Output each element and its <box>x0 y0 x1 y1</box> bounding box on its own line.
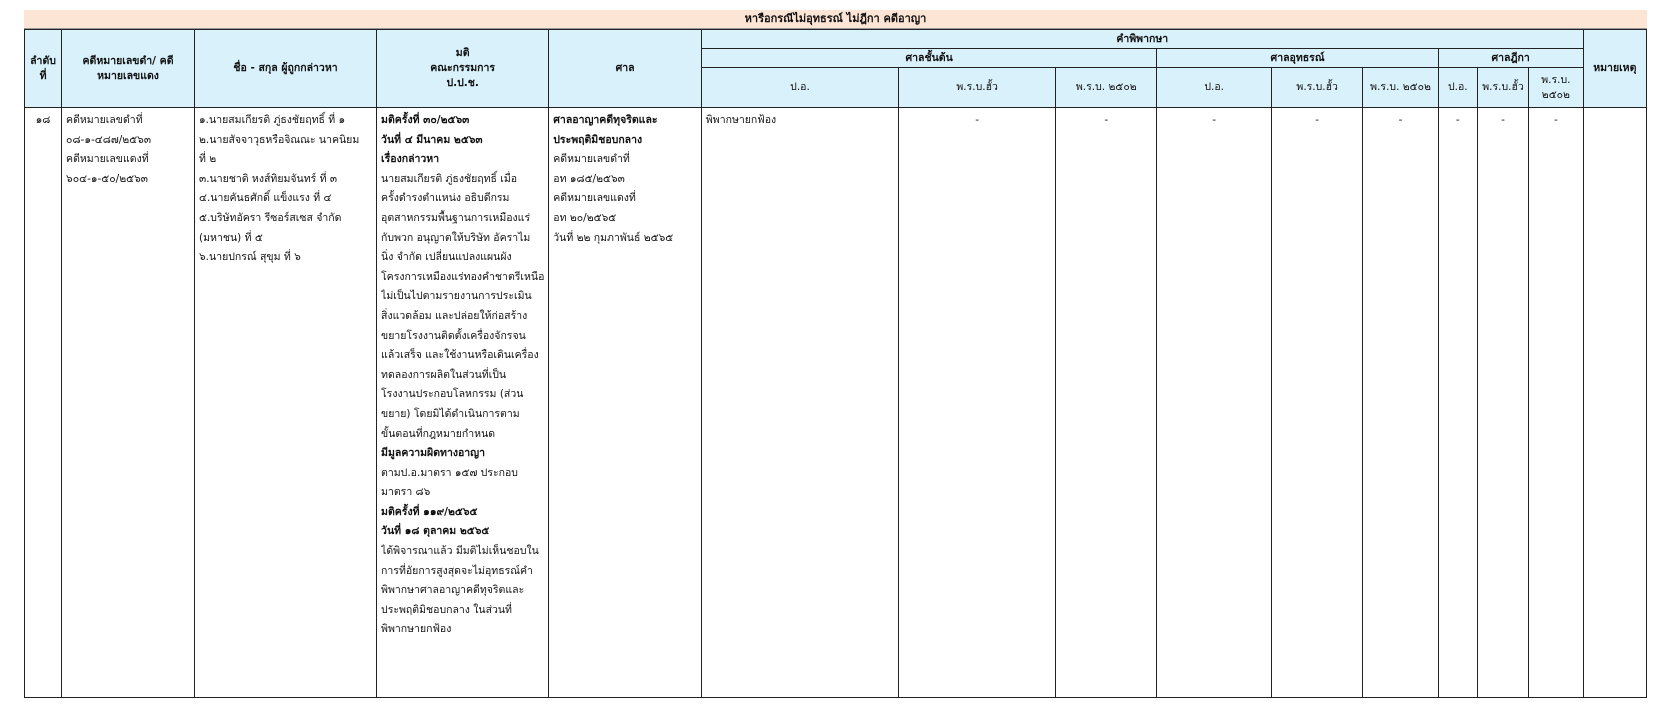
header-supreme-court: ศาลฎีกา <box>1438 49 1583 68</box>
resolution-line: ครั้งดำรงตำแหน่ง อธิบดีกรม <box>381 192 510 205</box>
header-resolution <box>377 30 549 108</box>
header-resolution-line-2: คณะกรรมการ <box>430 62 496 74</box>
resolution-line: นายสมเกียรติ ภู่ธงชัยฤทธิ์ เมื่อ <box>381 172 518 185</box>
resolution-line: ได้พิจารณาแล้ว มีมติไม่เห็นชอบใน <box>381 545 539 558</box>
header-case-no: คดีหมายเลขดำ/ คดีหมายเลขแดง <box>62 30 195 108</box>
cell-supreme-po: - <box>1438 108 1477 698</box>
resolution-line: ทดลองการผลิตในส่วนที่เป็น <box>381 368 507 381</box>
accused-line: ๑.นายสมเกียรติ ภู่ธงชัยฤทธิ์ ที่ ๑ <box>199 114 346 126</box>
header-accused: ชื่อ - สกุล ผู้ถูกกล่าวหา <box>195 30 377 108</box>
header-remarks: หมายเหตุ <box>1583 30 1646 108</box>
resolution-line: เรื่องกล่าวหา <box>381 153 440 166</box>
court-line: คดีหมายเลขดำที่ <box>553 153 630 166</box>
court-line: อท ๑๘๕/๒๕๖๓ <box>553 172 625 185</box>
case-line: คดีหมายเลขดำที่ <box>66 114 143 126</box>
resolution-line: มติครั้งที่ ๑๑๙/๒๕๖๕ <box>381 505 478 518</box>
accused-line: ๒.นายสัจจาวุธหรือจิณณะ นาคนิยม <box>199 133 360 146</box>
resolution-line: ขยาย) โดยมิได้ดำเนินการตาม <box>381 407 520 420</box>
resolution-line: ขั้นตอนที่กฎหมายกำหนด <box>381 427 496 440</box>
cell-accused <box>195 108 377 698</box>
resolution-line: พิพากษายกฟ้อง <box>381 623 452 636</box>
accused-line: ๖.นายปกรณ์ สุขุม ที่ ๖ <box>199 251 301 264</box>
header-appeal-prb-hua: พ.ร.บ.ฮั้ว <box>1271 68 1363 108</box>
header-supreme-po: ป.อ. <box>1438 68 1477 108</box>
cell-appeal-prb-hua: - <box>1271 108 1363 698</box>
cell-case-no <box>62 108 195 698</box>
case-table <box>24 29 1647 698</box>
cell-court <box>549 108 702 698</box>
header-supreme-prb-hua: พ.ร.บ.ฮั้ว <box>1477 68 1528 108</box>
header-appeal-po: ป.อ. <box>1157 68 1271 108</box>
resolution-line: สิ่งแวดล้อม และปล่อยให้ก่อสร้าง <box>381 309 528 322</box>
cell-appeal-prb-2502: - <box>1363 108 1438 698</box>
resolution-line: พิพากษาศาลอาญาคดีทุจริตและ <box>381 584 525 597</box>
case-line: ๐๘-๑-๔๘๗/๒๕๖๓ <box>66 133 151 146</box>
header-first-po: ป.อ. <box>701 68 898 108</box>
header-appeal-court: ศาลอุทธรณ์ <box>1157 49 1438 68</box>
header-first-prb-2502: พ.ร.บ. ๒๕๐๒ <box>1056 68 1157 108</box>
cell-first-prb-2502: - <box>1056 108 1157 698</box>
header-resolution-line-3: ป.ป.ช. <box>446 77 479 89</box>
cell-supreme-prb-hua: - <box>1477 108 1528 698</box>
header-appeal-prb-2502: พ.ร.บ. ๒๕๐๒ <box>1363 68 1438 108</box>
resolution-line: ไม่เป็นไปตามรายงานการประเมิน <box>381 290 532 303</box>
header-first-court: ศาลชั้นต้น <box>701 49 1157 68</box>
header-resolution-line-1: มติ <box>455 47 470 59</box>
resolution-line: แล้วเสร็จ และใช้งานหรือเดินเครื่อง <box>381 349 539 362</box>
header-seq: ลำดับที่ <box>25 30 62 108</box>
cell-supreme-prb-2502: - <box>1529 108 1584 698</box>
resolution-line: วันที่ ๑๘ ตุลาคม ๒๕๖๕ <box>381 525 490 538</box>
header-court: ศาล <box>549 30 702 108</box>
resolution-line: ประพฤติมิชอบกลาง ในส่วนที่ <box>381 603 512 616</box>
resolution-line: การที่อัยการสูงสุดจะไม่อุทธรณ์คำ <box>381 564 533 577</box>
resolution-line: มติครั้งที่ ๓๐/๒๕๖๓ <box>381 114 470 126</box>
resolution-line: นิ่ง จำกัด เปลี่ยนแปลงแผนผัง <box>381 251 512 264</box>
table-row <box>25 108 1647 698</box>
resolution-line: ตามป.อ.มาตรา ๑๕๗ ประกอบ <box>381 466 518 479</box>
header-first-prb-hua: พ.ร.บ.ฮั้ว <box>899 68 1056 108</box>
court-line: ศาลอาญาคดีทุจริตและ <box>553 114 658 126</box>
header-supreme-prb-2502 <box>1529 68 1584 108</box>
cell-resolution <box>377 108 549 698</box>
court-line: วันที่ ๒๒ กุมภาพันธ์ ๒๕๖๕ <box>553 231 674 244</box>
resolution-line: โครงการเหมืองแร่ทองคำชาตรีเหนือ <box>381 270 545 283</box>
cell-first-po: พิพากษายกฟ้อง <box>701 108 898 698</box>
court-line: คดีหมายเลขแดงที่ <box>553 192 636 205</box>
resolution-line: อุตสาหกรรมพื้นฐานการเหมืองแร่ <box>381 211 531 224</box>
cell-appeal-po: - <box>1157 108 1271 698</box>
resolution-line: กับพวก อนุญาตให้บริษัท อัคราไม <box>381 231 531 244</box>
header-supreme-prb-label: พ.ร.บ. <box>1541 73 1571 86</box>
court-line: ประพฤติมิชอบกลาง <box>553 133 643 146</box>
accused-line: ๓.นายชาติ หงส์ทิยมจันทร์ ที่ ๓ <box>199 172 338 185</box>
document-sheet <box>24 10 1647 698</box>
resolution-line: ขยายโรงงานติดตั้งเครื่องจักรจน <box>381 329 526 342</box>
header-judgment: คำพิพากษา <box>701 30 1583 49</box>
resolution-line: มาตรา ๘๖ <box>381 486 431 499</box>
court-line: อท ๒๐/๒๕๖๕ <box>553 211 617 224</box>
accused-line: ๕.บริษัทอัครา รีซอร์สเซส จำกัด <box>199 211 342 224</box>
resolution-line: วันที่ ๔ มีนาคม ๒๕๖๓ <box>381 133 483 146</box>
resolution-line: มีมูลความผิดทางอาญา <box>381 447 486 460</box>
cell-seq: ๑๘ <box>25 108 62 698</box>
header-supreme-year-label: ๒๕๐๒ <box>1541 88 1570 101</box>
case-line: ๖๐๔-๑-๕๐/๒๕๖๓ <box>66 172 148 185</box>
cell-remarks <box>1583 108 1646 698</box>
accused-line: (มหาชน) ที่ ๕ <box>199 231 263 244</box>
resolution-line: โรงงานประกอบโลหกรรม (ส่วน <box>381 388 524 401</box>
sheet-banner: หารือกรณีไม่อุทธรณ์ ไม่ฎีกา คดีอาญา <box>24 10 1647 29</box>
cell-first-prb-hua: - <box>899 108 1056 698</box>
accused-line: ๔.นายคันธศักดิ์ แข็งแรง ที่ ๔ <box>199 192 332 205</box>
accused-line: ที่ ๒ <box>199 153 217 166</box>
case-line: คดีหมายเลขแดงที่ <box>66 153 149 166</box>
